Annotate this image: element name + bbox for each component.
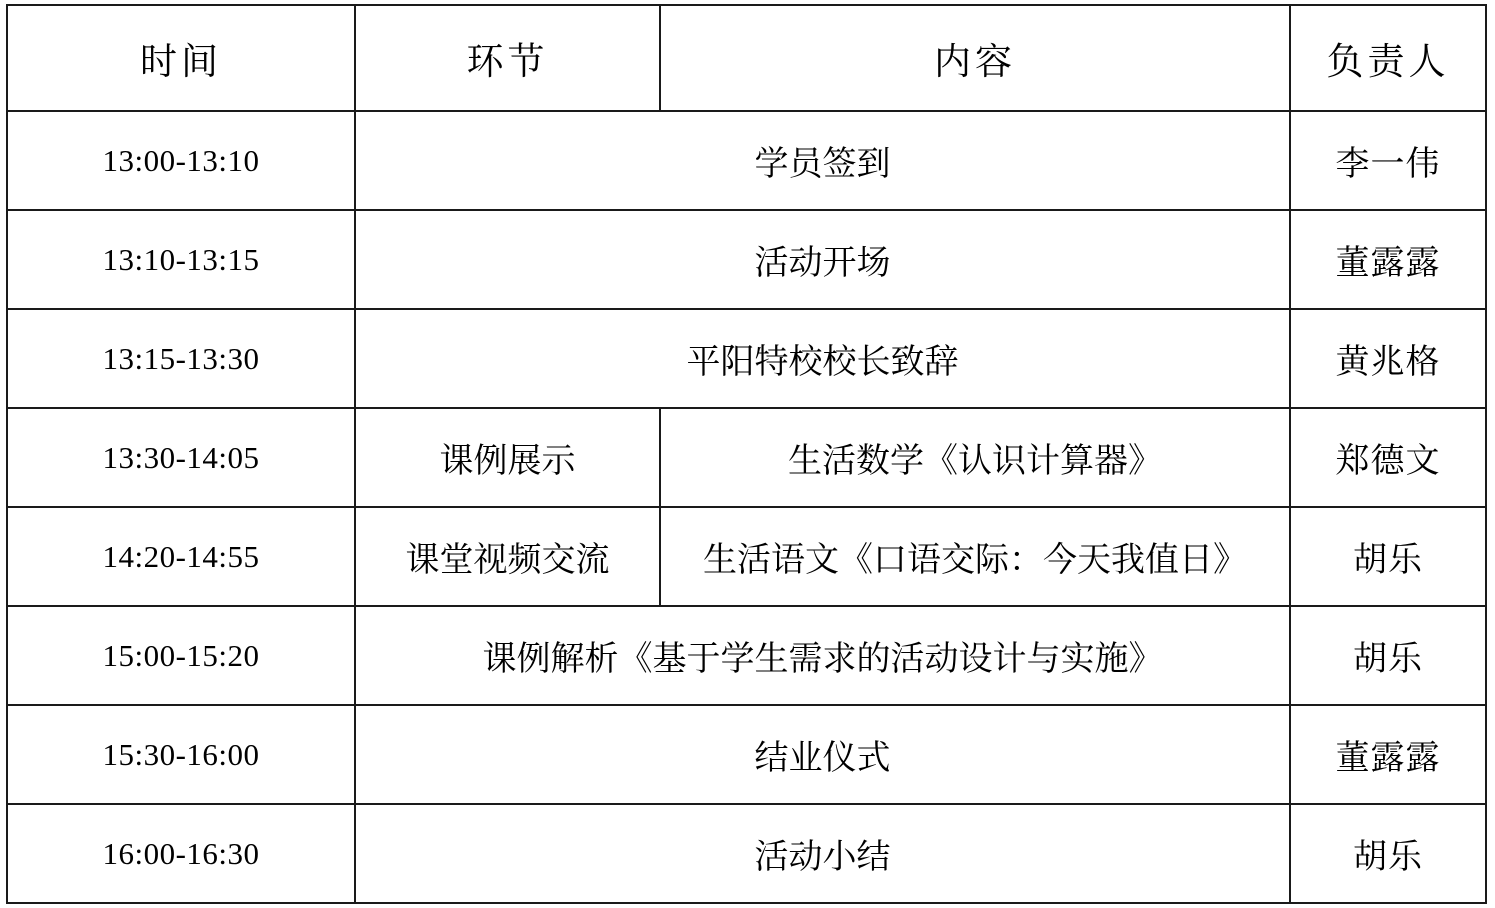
cell-content: 活动小结: [355, 804, 1290, 903]
column-header-content: 内容: [660, 5, 1290, 111]
column-header-stage: 环节: [355, 5, 660, 111]
cell-time: 14:20-14:55: [7, 507, 355, 606]
table-row: [7, 705, 1486, 804]
cell-content: 生活语文《口语交际：今天我值日》: [660, 507, 1290, 606]
cell-stage: 课堂视频交流: [355, 507, 660, 606]
table-header-row: [7, 5, 1486, 111]
table-row: [7, 507, 1486, 606]
table-header: [7, 5, 1486, 111]
cell-owner: 胡乐: [1290, 804, 1486, 903]
cell-content: 活动开场: [355, 210, 1290, 309]
cell-time: 13:10-13:15: [7, 210, 355, 309]
table-row: [7, 804, 1486, 903]
column-header-owner: 负责人: [1290, 5, 1486, 111]
cell-owner: 董露露: [1290, 705, 1486, 804]
table-row: [7, 606, 1486, 705]
cell-owner: 胡乐: [1290, 606, 1486, 705]
schedule-table: [6, 4, 1487, 904]
cell-time: 15:00-15:20: [7, 606, 355, 705]
cell-stage: 课例展示: [355, 408, 660, 507]
table-row: [7, 408, 1486, 507]
cell-time: 16:00-16:30: [7, 804, 355, 903]
cell-time: 13:00-13:10: [7, 111, 355, 210]
cell-time: 13:30-14:05: [7, 408, 355, 507]
cell-time: 15:30-16:00: [7, 705, 355, 804]
cell-owner: 董露露: [1290, 210, 1486, 309]
table-row: [7, 309, 1486, 408]
cell-owner: 郑德文: [1290, 408, 1486, 507]
cell-content: 学员签到: [355, 111, 1290, 210]
cell-content: 平阳特校校长致辞: [355, 309, 1290, 408]
cell-owner: 李一伟: [1290, 111, 1486, 210]
table-body: [7, 111, 1486, 903]
cell-content: 课例解析《基于学生需求的活动设计与实施》: [355, 606, 1290, 705]
table-row: [7, 111, 1486, 210]
cell-content: 结业仪式: [355, 705, 1290, 804]
cell-owner: 黄兆格: [1290, 309, 1486, 408]
column-header-time: 时间: [7, 5, 355, 111]
table-row: [7, 210, 1486, 309]
cell-content: 生活数学《认识计算器》: [660, 408, 1290, 507]
schedule-document: [0, 4, 1495, 908]
cell-owner: 胡乐: [1290, 507, 1486, 606]
cell-time: 13:15-13:30: [7, 309, 355, 408]
